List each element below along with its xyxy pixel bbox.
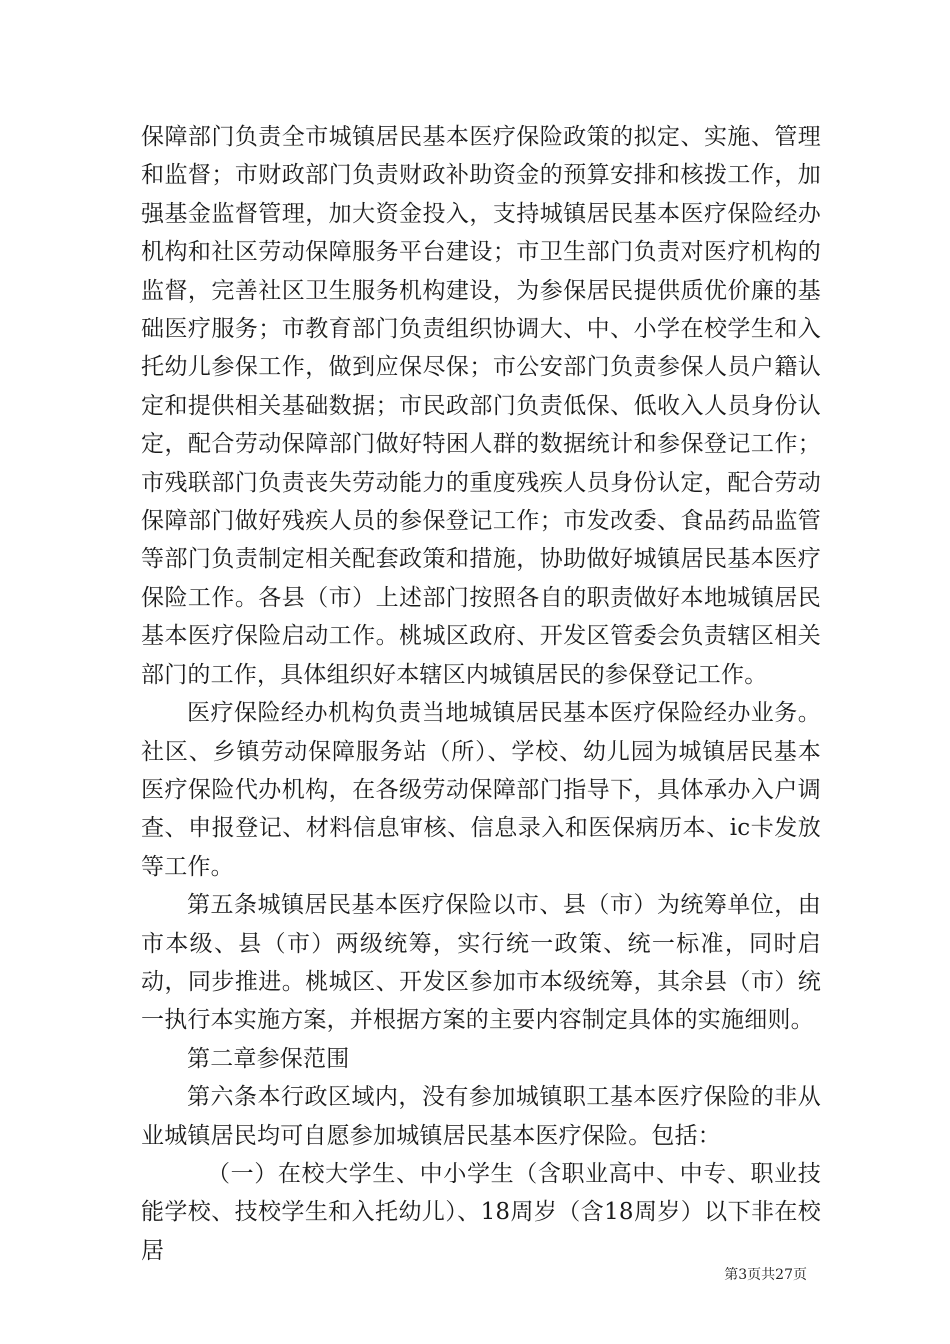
paragraph-agencies: 医疗保险经办机构负责当地城镇居民基本医疗保险经办业务。社区、乡镇劳动保障服务站（所）、学校、幼儿园为城镇居民基本医疗保险代办机构，在各级劳动保障部门指导下，具体承办入户调查、申报登记、材料信息审核、信息录入和医保病历本、ic卡发放等工作。 [141,700,821,880]
paragraph-article-6: 第六条本行政区域内，没有参加城镇职工基本医疗保险的非从业城镇居民均可自愿参加城镇居民基本医疗保险。包括： [141,1084,821,1149]
paragraph-responsibilities: 保障部门负责全市城镇居民基本医疗保险政策的拟定、实施、管理和监督；市财政部门负责财政补助资金的预算安排和核拨工作，加强基金监督管理，加大资金投入，支持城镇居民基本医疗保险经办机构和社区劳动保障服务平台建设；市卫生部门负责对医疗机构的监督，完善社区卫生服务机构建设，为参保居民提供质优价廉的基础医疗服务；市教育部门负责组织协调大、中、小学在校学生和入托幼儿参保工作，做到应保尽保；市公安部门负责参保人员户籍认定和提供相关基础数据；市民政部门负责低保、低收入人员身份认定，配合劳动保障部门做好特困人群的数据统计和参保登记工作；市残联部门负责丧失劳动能力的重度残疾人员身份认定，配合劳动保障部门做好残疾人员的参保登记工作；市发改委、食品药品监管等部门负责制定相关配套政策和措施，协助做好城镇居民基本医疗保险工作。各县（市）上述部门按照各自的职责做好本地城镇居民基本医疗保险启动工作。桃城区政府、开发区管委会负责辖区相关部门的工作，具体组织好本辖区内城镇居民的参保登记工作。 [141,124,821,688]
chapter-heading: 第二章参保范围 [187,1045,350,1072]
document-body [141,118,821,1270]
paragraph-article-5: 第五条城镇居民基本医疗保险以市、县（市）为统筹单位，由市本级、县（市）两级统筹，实行统一政策、统一标准，同时启动，同步推进。桃城区、开发区参加市本级统筹，其余县（市）统一执行本实施方案，并根据方案的主要内容制定具体的实施细则。 [141,892,821,1034]
paragraph-item-1: （一）在校大学生、中小学生（含职业高中、中专、职业技能学校、技校学生和入托幼儿）、18周岁（含18周岁）以下非在校居 [141,1160,821,1264]
page-number: 第3页共27页 [724,1267,807,1283]
